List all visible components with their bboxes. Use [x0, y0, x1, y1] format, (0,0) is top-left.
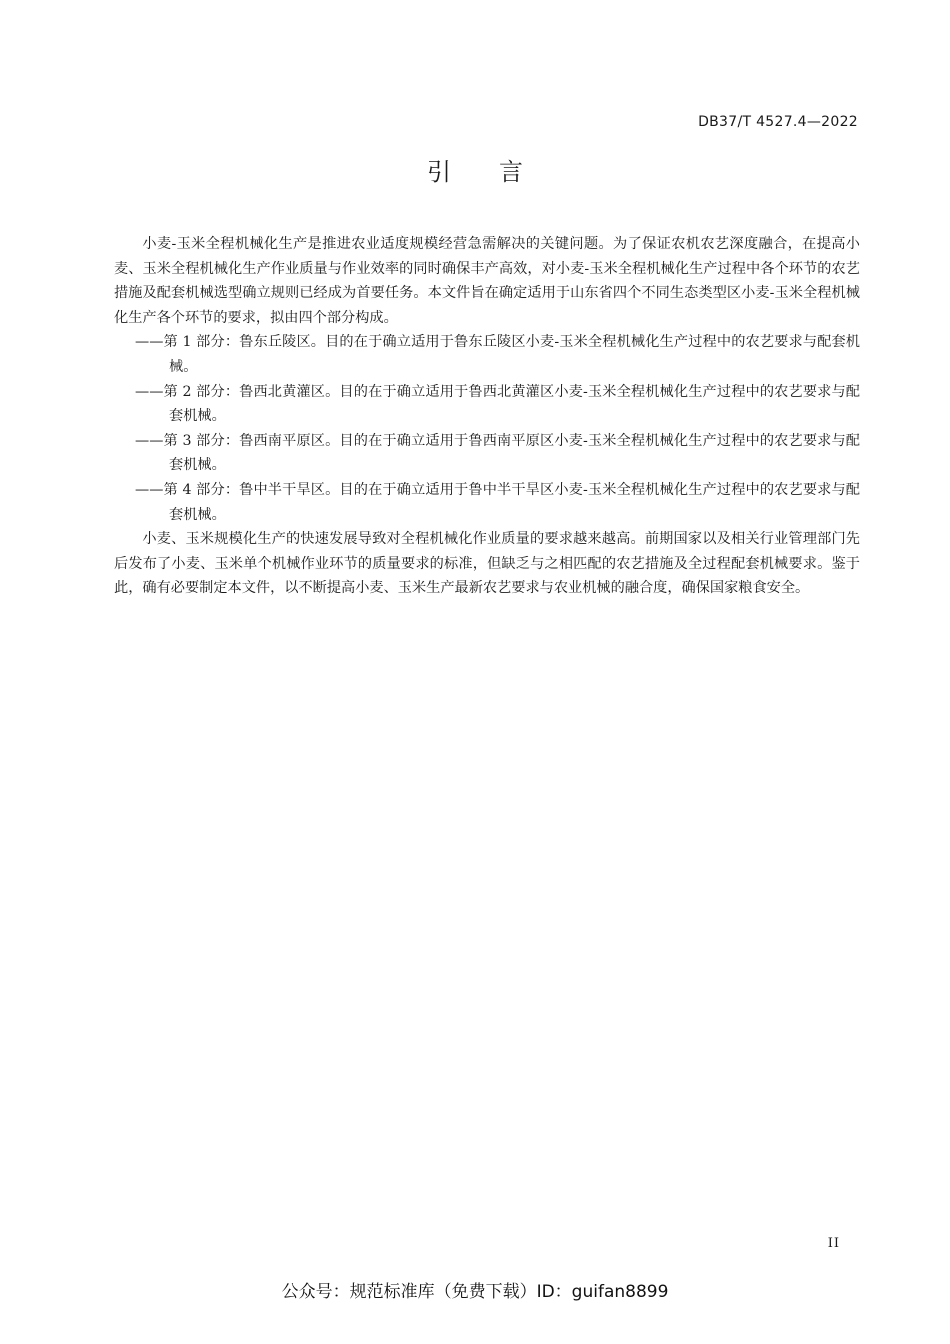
intro-paragraph: 小麦-玉米全程机械化生产是推进农业适度规模经营急需解决的关键问题。为了保证农机农艺深度融合，在提高小麦、玉米全程机械化生产作业质量与作业效率的同时确保丰产高效，对小麦-玉米全程机械化生产过程中各个环节的农艺措施及配套机械选型确立规则已经成为首要任务。本文件旨在确定适用于山东省四个不同生态类型区小麦-玉米全程机械化生产各个环节的要求，拟由四个部分构成。 — [114, 236, 860, 326]
footer-watermark: 公众号：规范标准库（免费下载）ID：guifan8899 — [281, 1282, 669, 1302]
part-list-item: ——第 3 部分：鲁西南平原区。目的在于确立适用于鲁西南平原区小麦-玉米全程机械化生产过程中的农艺要求与配套机械。 — [135, 432, 860, 474]
part-list-item: ——第 4 部分：鲁中半干旱区。目的在于确立适用于鲁中半干旱区小麦-玉米全程机械化生产过程中的农艺要求与配套机械。 — [135, 481, 860, 523]
part-list-item: ——第 2 部分：鲁西北黄灌区。目的在于确立适用于鲁西北黄灌区小麦-玉米全程机械化生产过程中的农艺要求与配套机械。 — [135, 383, 860, 425]
document-code: DB37/T 4527.4—2022 — [698, 114, 858, 130]
document-body — [114, 232, 860, 601]
part-list-item: ——第 1 部分：鲁东丘陵区。目的在于确立适用于鲁东丘陵区小麦-玉米全程机械化生产过程中的农艺要求与配套机械。 — [135, 334, 860, 375]
page-number: II — [827, 1236, 840, 1251]
closing-paragraph: 小麦、玉米规模化生产的快速发展导致对全程机械化作业质量的要求越来越高。前期国家以及相关行业管理部门先后发布了小麦、玉米单个机械作业环节的质量要求的标准，但缺乏与之相匹配的农艺措施及全过程配套机械要求。鉴于此，确有必要制定本文件，以不断提高小麦、玉米生产最新农艺要求与农业机械的融合度，确保国家粮食安全。 — [114, 531, 860, 597]
page-title: 引言 — [427, 158, 571, 186]
